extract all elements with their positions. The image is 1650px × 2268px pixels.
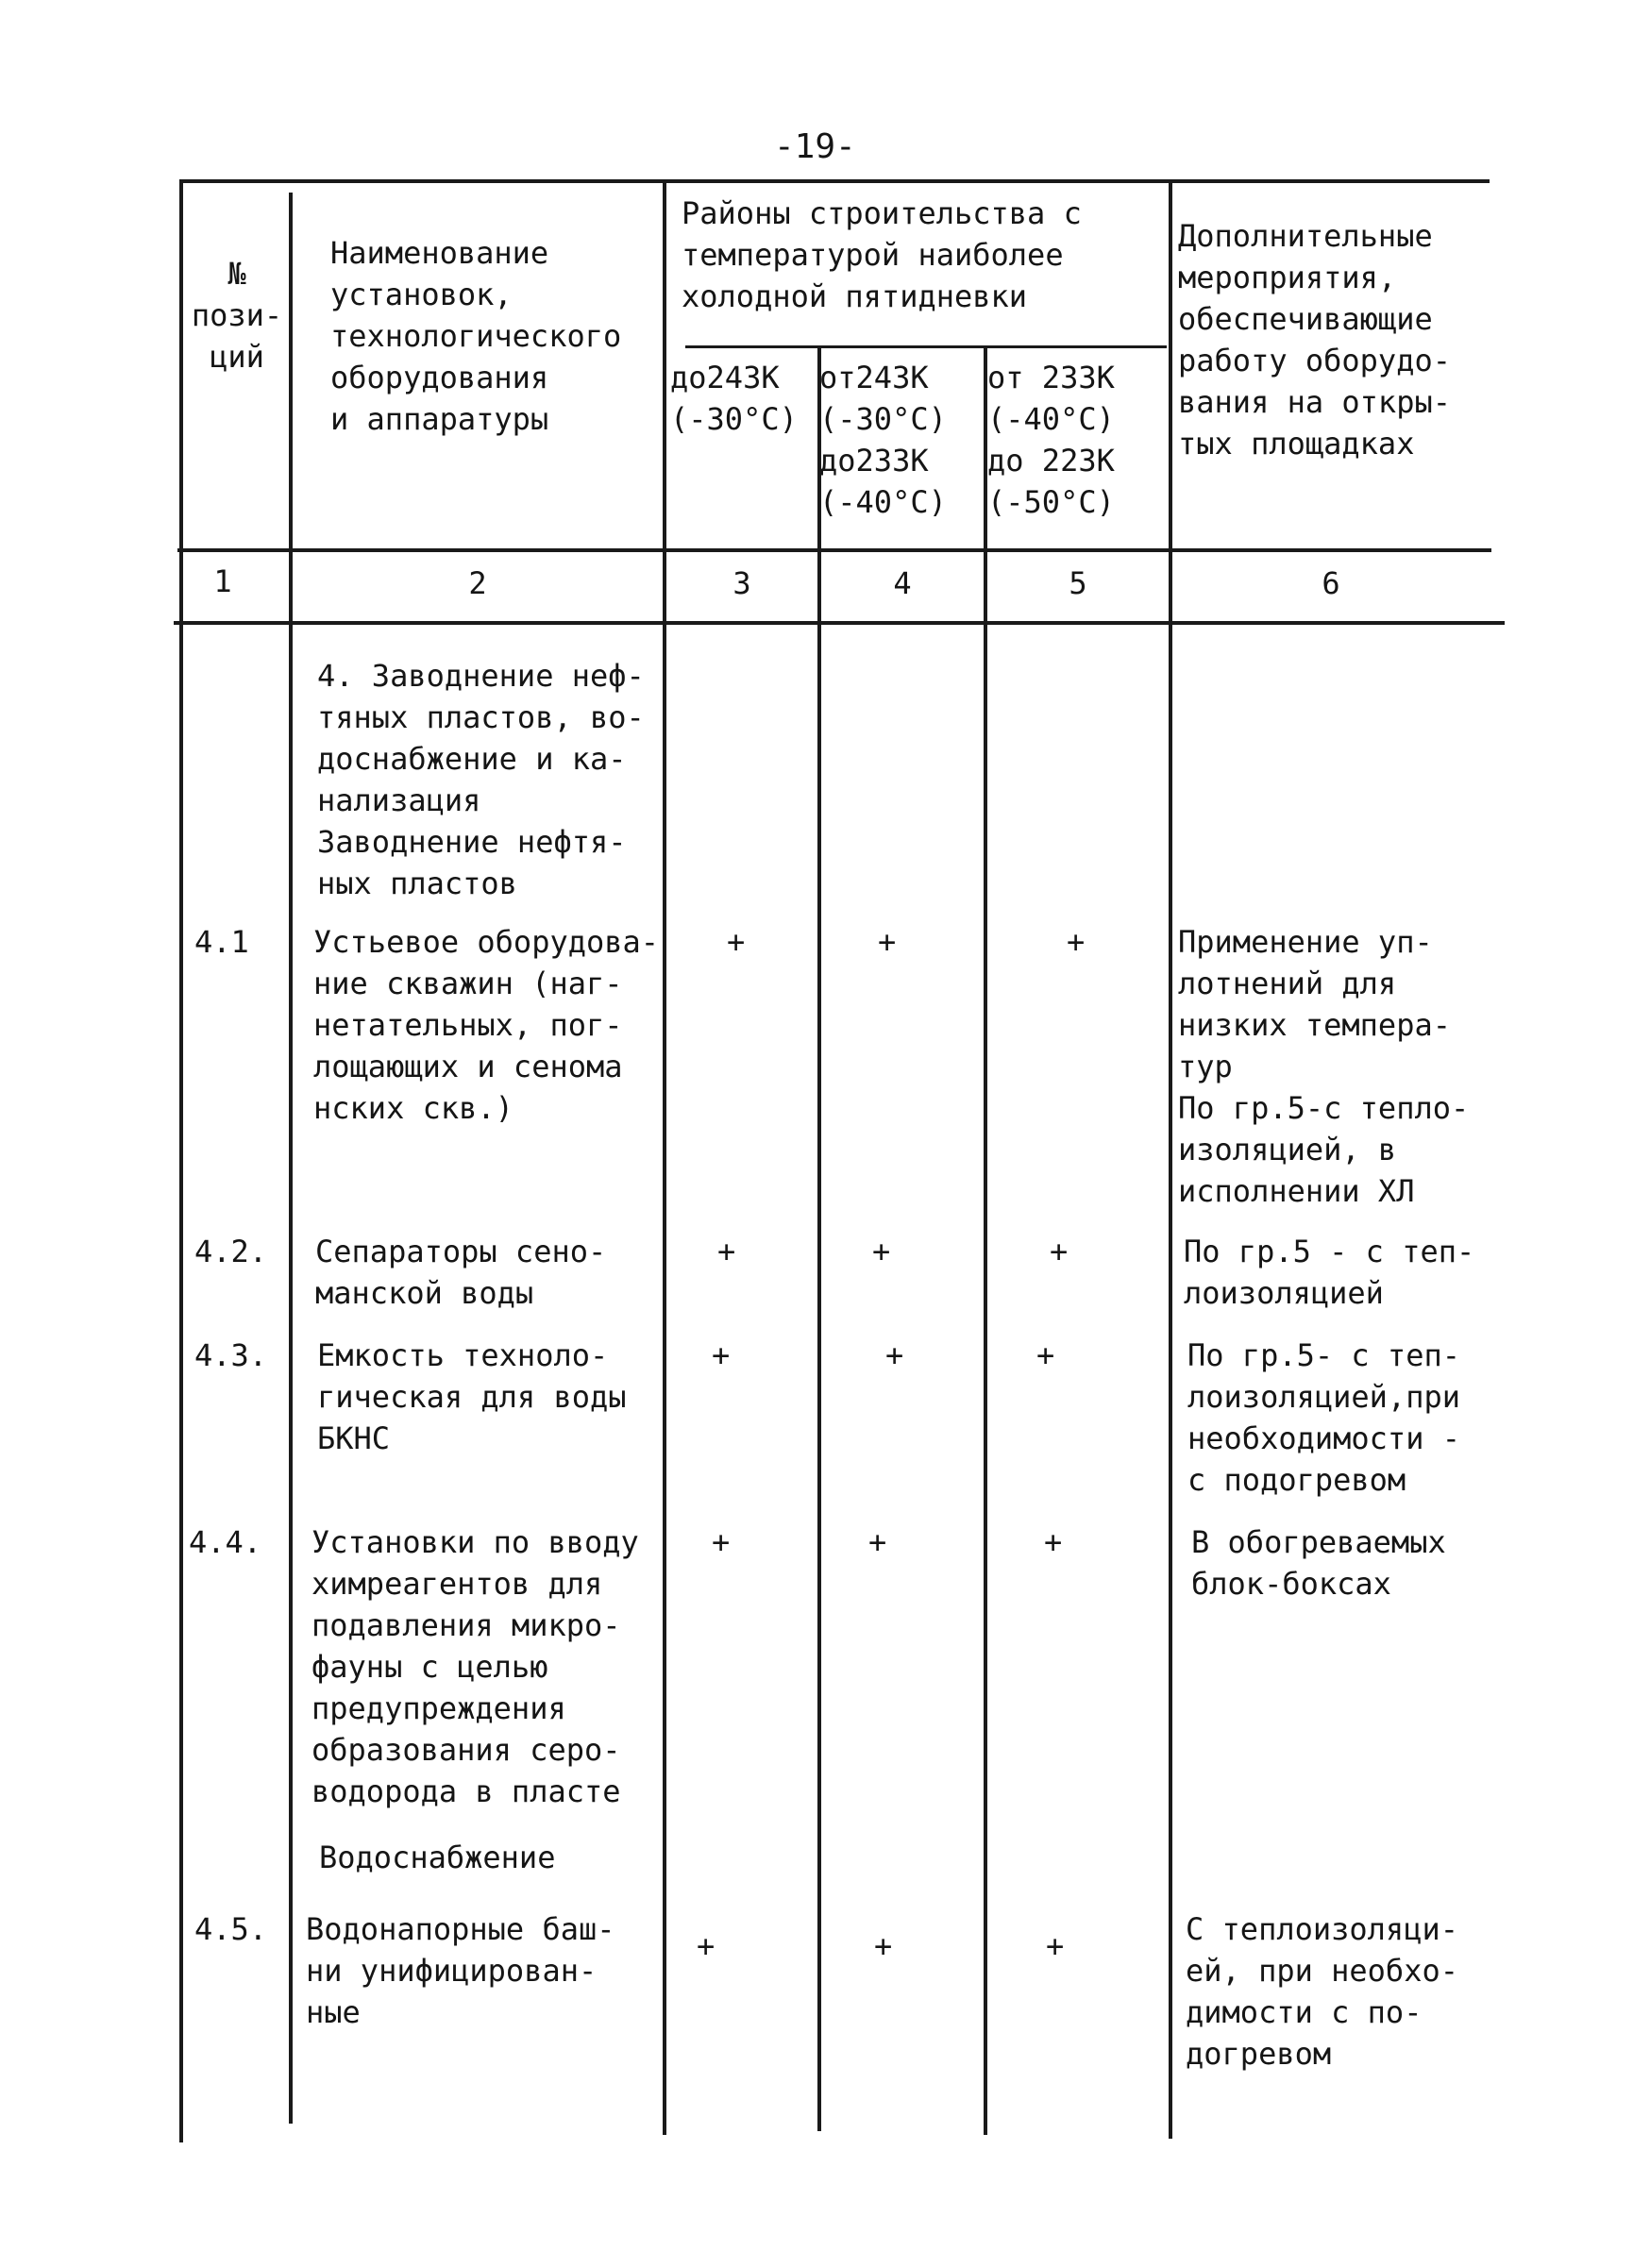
row-mark-col4: + [878,924,897,960]
page-number: -19- [774,127,856,166]
row-number: 4.4. [189,1524,262,1560]
header-bottom-rule [177,548,1491,552]
column-divider-5-6 [1169,179,1172,2139]
section-heading-waterflooding: 4. Заводнение неф- тяных пластов, во- доснабжение и ка- нализация Заводнение нефтя- ных пластов [317,658,645,901]
row-mark-col5: + [1046,1928,1065,1964]
row-mark-col3: + [697,1928,716,1964]
header-243k-to-233k: от243К (-30°С) до233К (-40°С) [819,360,947,520]
row-name: Емкость техноло- гическая для воды БКНС [317,1337,627,1456]
group-header-rule [685,345,1167,348]
row-measures: По гр.5- с теп- лоизоляцией,при необходимости - с подогревом [1187,1337,1460,1498]
column-divider-2-3 [663,179,666,2135]
header-233k-to-223k: от 233К (-40°С) до 223К (-50°С) [987,360,1115,520]
row-mark-col5: + [1067,924,1086,960]
row-mark-col3: + [712,1524,731,1560]
section-heading-water-supply: Водоснабжение [319,1840,556,1875]
row-number: 4.2. [194,1234,268,1269]
column-number-rule [174,621,1505,625]
column-divider-3-4 [817,345,821,2131]
row-name: Водонапорные баш- ни унифицирован- ные [306,1911,615,2030]
row-mark-col5: + [1050,1234,1069,1269]
header-name: Наименование установок, технологического оборудования и аппаратуры [330,235,622,437]
row-mark-col3: + [717,1234,736,1269]
row-mark-col4: + [872,1234,891,1269]
column-number-4: 4 [893,565,912,601]
row-measures: В обогреваемых блок-боксах [1191,1524,1446,1602]
column-divider-4-5 [984,345,987,2135]
column-divider-1-2 [289,193,293,2124]
header-additional-measures: Дополнительные мероприятия, обеспечивающие работу оборудо- вания на откры- тых площадках [1178,218,1451,462]
row-mark-col4: + [885,1337,904,1373]
table-top-rule [183,179,1490,183]
row-number: 4.1 [194,924,249,960]
column-number-3: 3 [732,565,751,601]
row-name: Устьевое оборудова- ние скважин (наг- нетательных, пог- лощающих и сенома нских скв.) [313,924,660,1126]
row-measures: С теплоизоляци- ей, при необхо- димости с по- догревом [1186,1911,1458,2072]
row-mark-col5: + [1044,1524,1063,1560]
row-mark-col4: + [874,1928,893,1964]
column-number-6: 6 [1322,565,1340,601]
row-measures: По гр.5 - с теп- лоизоляцией [1184,1234,1475,1311]
row-mark-col3: + [727,924,746,960]
column-number-2: 2 [468,565,487,601]
column-number-5: 5 [1069,565,1087,601]
row-mark-col4: + [868,1524,887,1560]
header-construction-regions: Районы строительства с температурой наиболее холодной пятидневки [682,195,1082,314]
table-left-edge [179,179,183,2142]
row-name: Установки по вводу химреагентов для подавления микро- фауны с целью предупреждения образования серо- водорода в пласте [311,1524,639,1809]
column-number-1: 1 [213,563,232,599]
row-number: 4.5. [194,1911,268,1947]
row-measures: Применение уп- лотнений для низких темпера- тур По гр.5-с тепло- изоляцией, в исполнении ХЛ [1178,924,1470,1209]
row-name: Сепараторы сено- манской воды [315,1234,607,1311]
row-mark-col3: + [712,1337,731,1373]
row-mark-col5: + [1036,1337,1055,1373]
header-up-to-243k: до243К (-30°С) [670,360,798,437]
header-position-number: № пози- ций [191,256,283,375]
row-number: 4.3. [194,1337,268,1373]
